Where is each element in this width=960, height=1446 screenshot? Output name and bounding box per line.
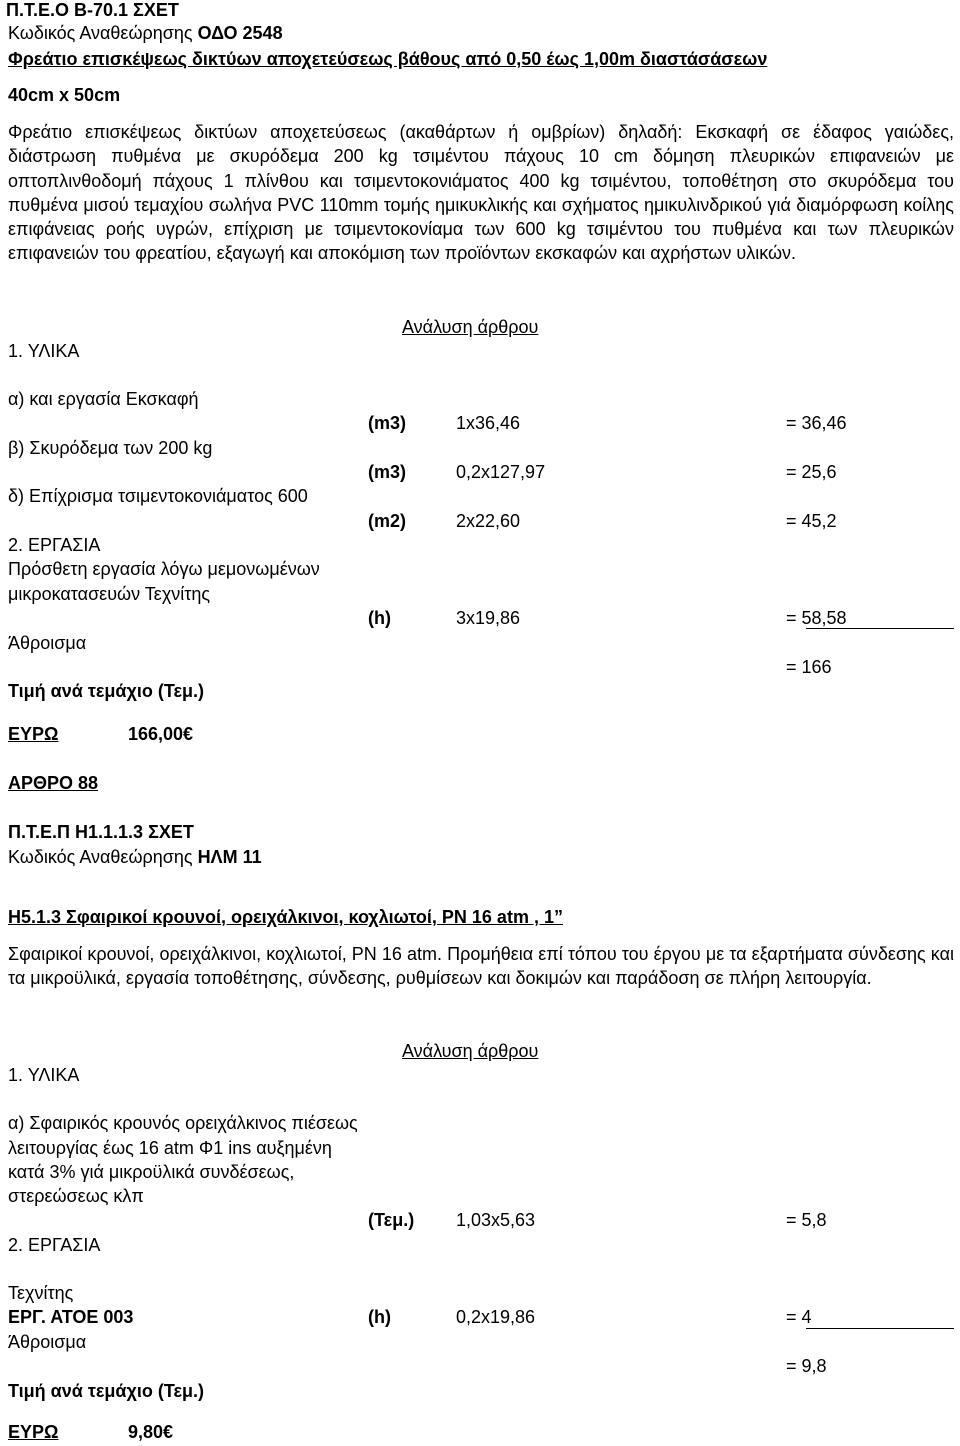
item-a-label: α) και εργασία Εκσκαφή <box>8 389 199 409</box>
revision-line <box>8 22 283 44</box>
article-description: Φρεάτιο επισκέψεως δικτύων αποχετεύσεως (ακαθάρτων ή ομβρίων) δηλαδή: Εκσκαφή σε έδαφος γαιώδες, διάστρωση πυθμένα με σκυρόδεμα 200 kg τσιμέντου πάχους 10 cm δόμηση πλευρικών επιφανειών με οπτοπλινθοδομή πάχους 1 πλίνθου και τσιμεντοκονιάματος 400 kg τσιμέντου, τοποθέτηση στο σκυρόδεμα του πυθμένα μισού τεμαχίου σωλήνα PVC 110mm τομής ημικυκλικής και σχήματος ημικυλινδρικού γιά διαμόρφωση κοίλης επιφάνειας ροής υγρών, επίχριση με τσιμεντοκονίαμα των 600 kg τσιμέντου του πυθμένα και των πλευρικών επιφανειών του φρεατίου, εξαγωγή και αποκόμιση των προϊόντων εκσκαφών και αχρήστων υλικών. <box>8 122 954 264</box>
article-code: Π.Τ.Ε.Ο Β-70.1 ΣΧΕΤ <box>6 0 179 20</box>
item-d-formula: 2x22,60 <box>456 511 521 531</box>
item-b-unit: (m3) <box>368 462 407 482</box>
work-value: = 58,58 <box>786 608 847 628</box>
work-formula: 0,2x19,86 <box>456 1307 536 1327</box>
analysis-heading: Ανάλυση άρθρου <box>402 1041 539 1061</box>
revision-code: ΟΔΟ 2548 <box>197 23 283 43</box>
item-d-unit: (m2) <box>368 511 407 531</box>
unit-price-label: Τιμή ανά τεμάχιο (Τεμ.) <box>8 681 205 701</box>
unit-price-label: Τιμή ανά τεμάχιο (Τεμ.) <box>8 1381 205 1401</box>
item-b-label: β) Σκυρόδεμα των 200 kg <box>8 438 213 458</box>
item-b-value: = 25,6 <box>786 462 837 482</box>
item-a-value: = 5,8 <box>786 1210 827 1230</box>
materials-heading: 1. ΥΛΙΚΑ <box>8 341 80 361</box>
revision-label: Κωδικός Αναθεώρησης <box>8 847 198 867</box>
analysis-heading: Ανάλυση άρθρου <box>402 317 539 337</box>
unit-price-value: 9,80€ <box>128 1422 174 1442</box>
revision-line <box>8 846 262 868</box>
materials-heading: 1. ΥΛΙΚΑ <box>8 1065 80 1085</box>
sum-label: Άθροισμα <box>8 1332 87 1352</box>
work-label-1: Πρόσθετη εργασία λόγω μεμονωμένων <box>8 559 320 579</box>
work-value: 4 <box>801 1307 812 1327</box>
work-label-2: μικροκατασευών Τεχνίτης <box>8 584 211 604</box>
sum-rule <box>806 1328 954 1329</box>
item-a-label-line-2: λειτουργίας έως 16 atm Φ1 ins αυξημένη <box>8 1138 332 1158</box>
revision-label: Κωδικός Αναθεώρησης <box>8 23 198 43</box>
item-a-value: = 36,46 <box>786 413 847 433</box>
currency-label: ΕΥΡΩ <box>8 724 59 744</box>
item-a-label-line-3: κατά 3% γιά μικροϋλικά συνδέσεως, <box>8 1162 295 1182</box>
article-description: Σφαιρικοί κρουνοί, ορειχάλκινοι, κοχλιωτοί, PN 16 atm. Προμήθεια επί τόπου του έργου με τα εξαρτήματα σύνδεσης και τα μικροϋλικά, εργασία τοποθέτησης, σύνδεσης, ρυθμίσεων και δοκιμών και παράδοση σε πλήρη λειτουργία. <box>8 944 954 989</box>
article-title: Η5.1.3 Σφαιρικοί κρουνοί, ορειχάλκινοι, κοχλιωτοί, PN 16 atm , 1” <box>8 907 563 927</box>
worker-label: Τεχνίτης <box>8 1283 74 1303</box>
article-title-line-2: 40cm x 50cm <box>8 85 121 105</box>
item-d-label: δ) Επίχρισμα τσιμεντοκονιάματος 600 <box>8 486 308 506</box>
work-heading: 2. ΕΡΓΑΣΙΑ <box>8 1235 101 1255</box>
article-number: ΑΡΘΡΟ 88 <box>8 773 99 793</box>
work-unit: (h) <box>368 608 391 628</box>
unit-price-value: 166,00€ <box>128 724 194 744</box>
worker-code: ΕΡΓ. ΑΤΟΕ 003 <box>8 1307 134 1327</box>
sum-value: = 9,8 <box>786 1356 827 1376</box>
item-a-unit: (Τεμ.) <box>368 1210 415 1230</box>
sum-value: = 166 <box>786 657 832 677</box>
currency-label: ΕΥΡΩ <box>8 1422 59 1442</box>
item-d-value: = 45,2 <box>786 511 837 531</box>
article-code: Π.Τ.Ε.Π Η1.1.1.3 ΣΧΕΤ <box>8 822 194 842</box>
item-a-formula: 1,03x5,63 <box>456 1210 536 1230</box>
item-a-label-line-1: α) Σφαιρικός κρουνός ορειχάλκινος πιέσεως <box>8 1113 358 1133</box>
revision-code: ΗΛΜ 11 <box>197 847 262 867</box>
item-a-label-line-4: στερεώσεως κλπ <box>8 1186 144 1206</box>
article-title-line-1: Φρεάτιο επισκέψεως δικτύων αποχετεύσεως βάθους από 0,50 έως 1,00m διαστάσάσεων <box>8 49 768 69</box>
work-unit: (h) <box>368 1307 391 1327</box>
item-a-formula: 1x36,46 <box>456 413 521 433</box>
work-value-eq: = <box>786 1307 802 1327</box>
sum-label: Άθροισμα <box>8 633 87 653</box>
item-b-formula: 0,2x127,97 <box>456 462 546 482</box>
work-value-line <box>786 1306 812 1328</box>
sum-rule <box>806 628 954 629</box>
item-a-unit: (m3) <box>368 413 407 433</box>
work-formula: 3x19,86 <box>456 608 521 628</box>
work-heading: 2. ΕΡΓΑΣΙΑ <box>8 535 101 555</box>
